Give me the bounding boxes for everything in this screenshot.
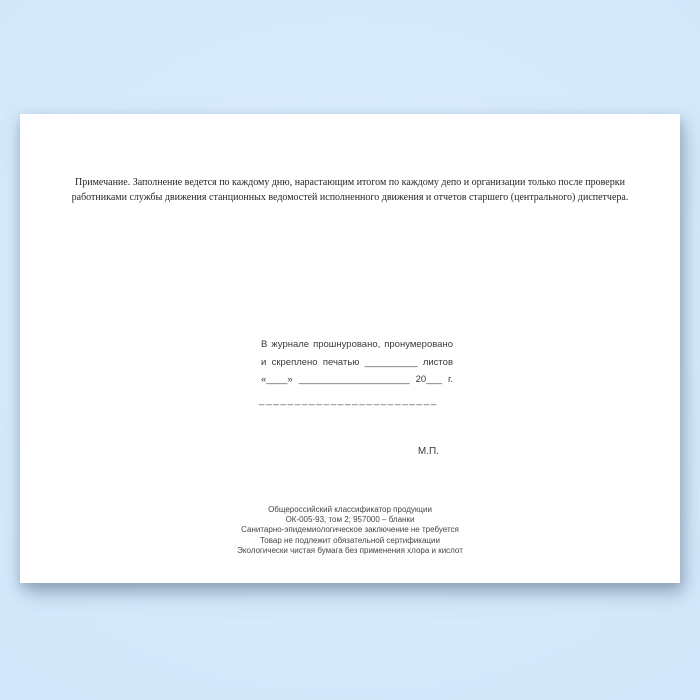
binding-certification-block xyxy=(261,336,453,389)
certification-footer xyxy=(20,505,680,556)
signature-dashed-line: _________________________ xyxy=(259,395,439,406)
stamp-place-label: М.П. xyxy=(417,446,439,457)
journal-back-page xyxy=(20,114,680,583)
note-paragraph xyxy=(20,176,680,206)
footer-line-sanitary: Санитарно-эпидемиологическое заключение не требуется xyxy=(241,525,459,535)
footer-line-certification: Товар не подлежит обязательной сертификации xyxy=(260,535,440,545)
binding-line-1: В журнале прошнуровано, пронумеровано xyxy=(261,339,453,350)
footer-line-classifier: Общероссийский классификатор продукции xyxy=(268,505,432,514)
note-line-2: работниками службы движения станционных ведомостей исполненного движения и отчетов старшего (центрального) диспетчера. xyxy=(71,191,629,203)
footer-line-ok-code: ОК-005-93, том 2; 957000 – бланки xyxy=(285,515,415,525)
binding-line-2: и скреплено печатью __________ листов xyxy=(261,356,453,368)
binding-line-3: «____» _____________________ 20___ г. xyxy=(261,374,453,386)
note-line-1: Примечание. Заполнение ведется по каждому дню, нарастающим итогом по каждому депо и организации только после проверки xyxy=(75,177,625,188)
footer-line-paper: Экологически чистая бумага без применения хлора и кислот xyxy=(237,545,463,555)
